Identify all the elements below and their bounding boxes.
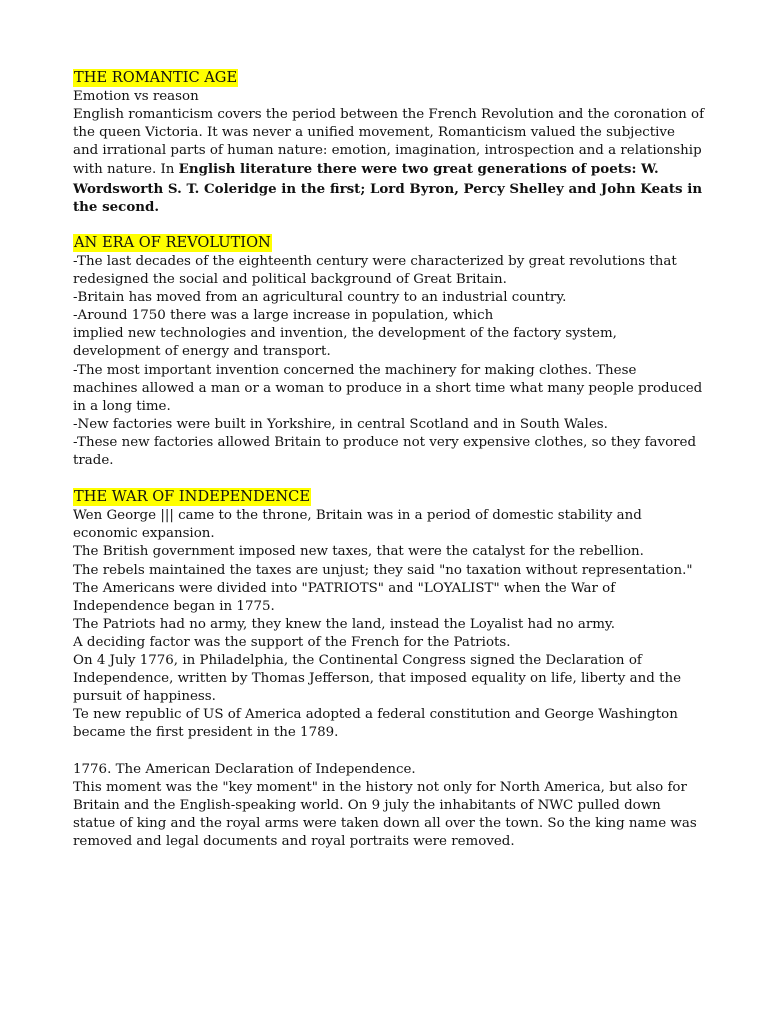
paragraph-line: The Americans were divided into "PATRIOTS" and "LOYALIST" when the War of <box>73 580 616 596</box>
section-heading: THE WAR OF INDEPENDENCE <box>74 488 310 506</box>
paragraph-line: -Around 1750 there was a large increase in population, which <box>73 308 494 324</box>
paragraph-line: The Patriots had no army, they knew the land, instead the Loyalist had no army. <box>73 616 615 632</box>
section-heading: THE ROMANTIC AGE <box>74 69 238 86</box>
paragraph-line: and irrational parts of human nature: emotion, imagination, introspection and a relationship <box>73 143 702 159</box>
bold-text: Wordsworth S. T. Coleridge in the first; Lord Byron, Percy Shelley and John Keats in <box>73 180 703 197</box>
paragraph-line: -New factories were built in Yorkshire, in central Scotland and in South Wales. <box>73 416 608 432</box>
bold-text: the second. <box>73 198 160 215</box>
paragraph-line: machines allowed a man or a woman to produce in a short time what many people produced <box>73 380 703 396</box>
paragraph-line: English romanticism covers the period between the French Revolution and the coronation of <box>73 107 705 123</box>
paragraph-line: removed and legal documents and royal portraits were removed. <box>73 833 515 849</box>
paragraph-line: -Britain has moved from an agricultural country to an industrial country. <box>73 290 567 306</box>
paragraph-line: trade. <box>73 452 114 468</box>
section-war-of-independence <box>73 488 698 742</box>
paragraph-line: Te new republic of US of America adopted a federal constitution and George Washington <box>73 707 678 723</box>
paragraph-line: Independence began in 1775. <box>73 598 275 614</box>
section-heading: AN ERA OF REVOLUTION <box>74 233 271 251</box>
paragraph-line <box>73 160 698 179</box>
paragraph-line: in a long time. <box>73 398 171 414</box>
paragraph-line: -These new factories allowed Britain to produce not very expensive clothes, so they favored <box>73 434 697 450</box>
paragraph-line: development of energy and transport. <box>73 344 331 360</box>
section-romantic-age <box>73 69 705 216</box>
paragraph-line: redesigned the social and political background of Great Britain. <box>73 272 507 288</box>
section-era-of-revolution <box>73 233 703 470</box>
paragraph-line: Wen George ||| came to the throne, Britain was in a period of domestic stability and <box>73 508 642 524</box>
paragraph-line: implied new technologies and invention, the development of the factory system, <box>73 326 617 342</box>
paragraph-line: A deciding factor was the support of the French for the Patriots. <box>73 634 511 650</box>
paragraph-line: Emotion vs reason <box>73 89 199 105</box>
paragraph-line: -The last decades of the eighteenth century were characterized by great revolutions that <box>73 253 677 269</box>
paragraph-line: -The most important invention concerned the machinery for making clothes. These <box>73 362 637 378</box>
paragraph-line: This moment was the "key moment" in the history not only for North America, but also for <box>73 779 687 795</box>
paragraph-line: On 4 July 1776, in Philadelphia, the Continental Congress signed the Declaration of <box>73 653 642 668</box>
paragraph-line: the queen Victoria. It was never a unified movement, Romanticism valued the subjective <box>73 125 675 141</box>
paragraph-line: statue of king and the royal arms were taken down all over the town. So the king name was <box>73 815 697 831</box>
bold-text: English literature there were two great generations of poets: W. <box>178 161 659 178</box>
line-text: with nature. In <box>73 162 179 178</box>
document-page <box>73 69 705 851</box>
paragraph-line: Britain and the English-speaking world. On 9 july the inhabitants of NWC pulled down <box>73 797 661 813</box>
paragraph-line: 1776. The American Declaration of Independence. <box>73 761 416 777</box>
paragraph-line: The British government imposed new taxes, that were the catalyst for the rebellion. <box>73 544 644 560</box>
paragraph-line: The rebels maintained the taxes are unjust; they said "no taxation without representation." <box>73 562 693 578</box>
paragraph-line: pursuit of happiness. <box>73 689 216 705</box>
paragraph-line: became the first president in the 1789. <box>73 725 339 741</box>
section-declaration <box>73 761 698 851</box>
paragraph-line: Independence, written by Thomas Jefferson, that imposed equality on life, liberty and the <box>73 671 681 687</box>
paragraph-line: economic expansion. <box>73 526 215 542</box>
